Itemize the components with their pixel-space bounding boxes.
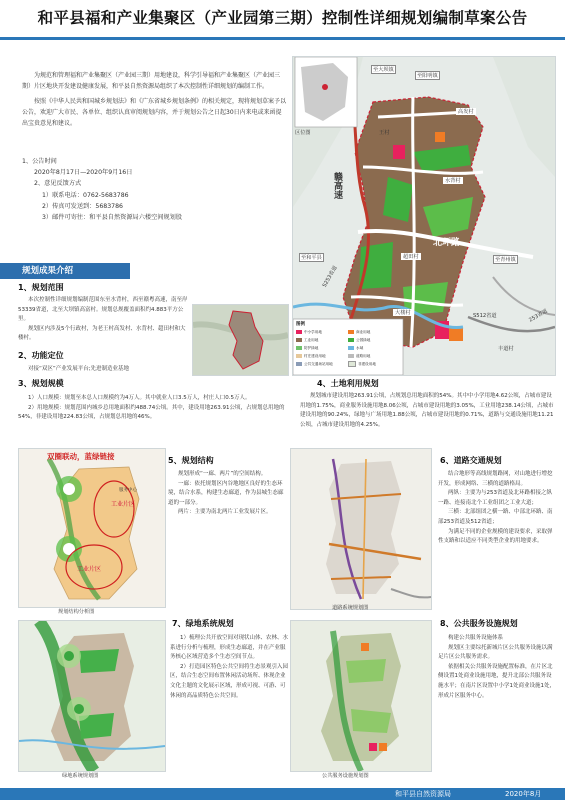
- service-center-label: 服务中心: [119, 488, 137, 493]
- location-photo-map-graphic: [193, 305, 288, 375]
- location-photo-map: [192, 304, 289, 376]
- legend-label: 道路用地: [356, 353, 371, 358]
- road-map: [290, 448, 432, 610]
- road-map-caption: 道路系统规划图: [332, 605, 369, 611]
- school-plot: [393, 145, 405, 159]
- section-8-paragraph: 构建公共服务设施体系: [448, 635, 504, 641]
- section-6-paragraph: 两纵：主要为与253省道及北环路相接之纵一路、连接南北个工业组团之工业大道；: [438, 490, 552, 506]
- legend-swatch: [348, 354, 354, 358]
- direction-label: 至和平县: [301, 255, 322, 261]
- legend-swatch: [296, 354, 302, 358]
- section-6-paragraph: 结合地形等高线规划路网，对山地进行增挖开发，形成网络、三横的道路格局。: [438, 471, 553, 487]
- legend-swatch: [348, 346, 354, 350]
- section-8-paragraph: 依据相关公共服务设施配置标准，在片区北侧设置1处商业设施用地，提升北部公共服务设施水平；在南片区设置中小学1处商业设施1处，形成片区服务中心。: [438, 663, 556, 699]
- map-label: 高发村: [458, 109, 474, 115]
- section-3-paragraph: 1）人口规模：规划至本总人口规模约为4万人。其中就业人口3.5万人，村庄人口0.5万人。: [28, 395, 251, 401]
- intro-text: [22, 70, 287, 133]
- section-2-title: 2、功能定位: [18, 351, 64, 360]
- zone-label: 工业片区: [77, 566, 102, 573]
- section-5-title: 5、规划结构: [168, 456, 214, 465]
- legend-label: 公园绿地: [356, 337, 371, 342]
- notice-method: 1）联系电话：0762-5683786: [42, 191, 129, 199]
- intro-paragraph: 为规范和管理福和产业集聚区（产业园三期）用地建设，科学引导福和产业集聚区（产业园三期）片区地块开发建设健康发展，和平县自然资源局组织了本次控制性详细规划的编制工作。: [22, 72, 281, 90]
- green-space-map: [18, 620, 166, 772]
- public-service-map: [290, 620, 432, 772]
- legend-label: 水域: [356, 345, 364, 350]
- section-8-text: [438, 634, 556, 701]
- section-6-text: [438, 470, 556, 547]
- road-map-graphic: [291, 449, 431, 609]
- page-title: 和平县福和产业集聚区（产业园第三期）控制性详细规划编制草案公告: [37, 9, 528, 27]
- map-label: 大楼村: [395, 310, 411, 316]
- section-banner: [0, 263, 130, 279]
- intro-paragraph: 按照《中华人民共和国城乡规划法》和《广东省城乡规划条例》的相关规定，现将规划草案予以公告，欢迎广大市民、各单位、组织认真审阅规划内容，并于规划公告之日起30日内来电或来函提出宝贵意见和建议。: [22, 98, 287, 127]
- footer-date: 2020年8月: [505, 790, 542, 798]
- legend-swatch: [348, 338, 354, 342]
- map-label: 水背村: [445, 178, 461, 184]
- legend-label: 公共交通场站用地: [304, 361, 333, 366]
- section-4-text: [300, 392, 555, 430]
- green-space-map-caption: 绿地系统规划图: [62, 773, 99, 779]
- section-4-title: 4、土地利用规划: [317, 379, 379, 388]
- section-6-paragraph: 为满足不同的企业规模的建设要求，采取弹性支路和以适应不同类型企业的用地要求。: [438, 528, 553, 545]
- legend-swatch: [296, 362, 302, 366]
- section-1-text: [18, 296, 188, 344]
- section-5-paragraph: 两片：主要为南北两片工业发展片区。: [178, 509, 272, 516]
- section-3-paragraph: 2）用地规模：规划范围内城乡总用地面积约488.74公顷。其中，建设用地263.91公顷，占规划总用地的54%，非建设用地224.83公顷，占规划总用地的46%。: [18, 404, 285, 421]
- legend-item: [348, 336, 400, 344]
- section-8-title: 8、公共服务设施规划: [440, 619, 518, 628]
- section-3-title: 3、规划规模: [18, 379, 64, 388]
- section-2-text: 对接“双区”产业发展平台;先进制造业基地: [28, 366, 130, 372]
- legend-swatch: [348, 361, 356, 367]
- section-7-title: 7、绿地系统规划: [172, 619, 234, 628]
- legend-item: [348, 360, 400, 368]
- legend-label: 商业用地: [356, 329, 371, 334]
- notice-method: 2）传真可发送到：5683786: [42, 202, 123, 210]
- section-8-paragraph: 规划区主要综托新城片区公共服务设施以满足片区公共服务需求。: [438, 644, 553, 661]
- legend-item: [296, 352, 348, 360]
- section-1-paragraph: 规划区内涉及5个行政村，为老王村高发村、水背村、超田村和大楼村。: [18, 325, 186, 342]
- legend-swatch: [348, 330, 354, 334]
- notice-method: 3）邮件可寄往：和平县自然资源局六楼空间规划股: [42, 214, 183, 222]
- legend-label: 工业用地: [304, 337, 319, 342]
- section-5-paragraph: 规划形成“一廊、两片”的空间结构。: [178, 471, 267, 477]
- structure-map-graphic: [19, 449, 165, 607]
- section-banner-label: 规划成果介绍: [22, 266, 74, 276]
- legend-label: 非建设用地: [358, 361, 376, 366]
- direction-label: 至阳明镇: [417, 73, 438, 79]
- structure-map: [18, 448, 166, 608]
- notice-time-title: 1、公告时间: [22, 158, 57, 165]
- public-service-map-graphic: [291, 621, 431, 771]
- location-map-caption: 区位图: [295, 130, 311, 136]
- map-label: 王村: [379, 130, 390, 136]
- section-4-paragraph: 规划城市建设用地263.91公顷，占规划总用地面积的54%。其中中小学用地4.62公顷，占城市建设用地的1.75%，商业服务设施用地8.06公顷，占城市建设用地的3.05%，工业用地238.14公顷，占城市建设用地的90.24%，绿地与广场用地1.88公顷，占城市建设用地的0.71%，道路与交通设施用地11.21公顷，占城市建设用地的4.25%。: [300, 393, 554, 428]
- commercial-plot: [435, 132, 445, 142]
- legend-title: 图例: [296, 322, 305, 327]
- section-6-paragraph: 三横：北部组团之横一路、中部北环路、南部253省道及512省道；: [438, 509, 553, 525]
- legend-label: 村庄建设用地: [304, 353, 326, 358]
- public-service-map-caption: 公共服务设施规划图: [322, 773, 369, 779]
- commercial-plot: [449, 327, 463, 341]
- title-underline: [0, 37, 565, 40]
- legend-item: [348, 352, 400, 360]
- section-7-paragraph: 1）梳理公共开放空间对现状山体、农林、水系进行分析与梳理，形成生态廊道，并在产业服务核心区域营造多个生态空间节点。: [170, 635, 289, 661]
- structure-banner: 双圈联动，蓝绿链接: [47, 452, 115, 461]
- legend: [296, 328, 400, 368]
- legend-label: 中小学用地: [304, 329, 322, 334]
- map-label: 北环路: [433, 238, 461, 248]
- direction-label: 至大坝镇: [373, 67, 394, 73]
- legend-item: [348, 344, 400, 352]
- green-space-map-graphic: [19, 621, 165, 771]
- section-7-text: [170, 634, 288, 701]
- legend-item: [348, 328, 400, 336]
- section-7-paragraph: 2）打造园区特色公共空间将生态景观引入园区，结合生态空间布置休闲活动场所、体现企业文化主题的文化展示区域，形成可视、可游、可休闲的高品质特色公共空间。: [170, 663, 289, 699]
- section-5-text: [168, 470, 286, 518]
- legend-swatch: [296, 330, 302, 334]
- notice-block: [22, 156, 292, 223]
- direction-label: 至青州镇: [495, 257, 516, 263]
- legend-label: 防护绿地: [304, 345, 319, 350]
- legend-item: [296, 328, 348, 336]
- legend-item: [296, 336, 348, 344]
- structure-map-caption: 规划结构分析图: [58, 609, 95, 615]
- legend-swatch: [296, 338, 302, 342]
- section-6-title: 6、道路交通规划: [440, 456, 502, 465]
- map-label: 丰道村: [498, 346, 514, 352]
- section-3-text: [18, 394, 286, 423]
- zone-label: 工业片区: [111, 501, 136, 508]
- land-use-map: [292, 56, 556, 376]
- legend-item: [296, 360, 348, 368]
- section-1-paragraph: 本次控制性详细规划编制范围东至水背村，西至赣粤高速，南至岸53339省道，北至大坝镇高富村。规划总规覆盖面积约4.883平方公里。: [18, 297, 188, 323]
- map-label: 超田村: [403, 254, 419, 260]
- footer-bar: [0, 788, 565, 800]
- notice-feedback-title: 2、意见反馈方式: [34, 180, 82, 188]
- road-label: S512省道: [473, 313, 497, 319]
- road-label: S253省道: [321, 265, 339, 289]
- footer-org: 和平县自然资源局: [395, 790, 451, 798]
- section-5-paragraph: 一廊：依托规划区内谷地地区良好的生态环境，结合水系，构建生态廊道，作为县城生态廊道的一部分。: [168, 480, 284, 506]
- legend-item: [296, 344, 348, 352]
- map-label: 赣高速: [332, 172, 342, 199]
- road-label: 253省道: [528, 308, 549, 324]
- legend-swatch: [296, 346, 302, 350]
- section-1-title: 1、规划范围: [18, 283, 64, 292]
- notice-time-value: 2020年8月17日—2020年9月16日: [34, 169, 133, 177]
